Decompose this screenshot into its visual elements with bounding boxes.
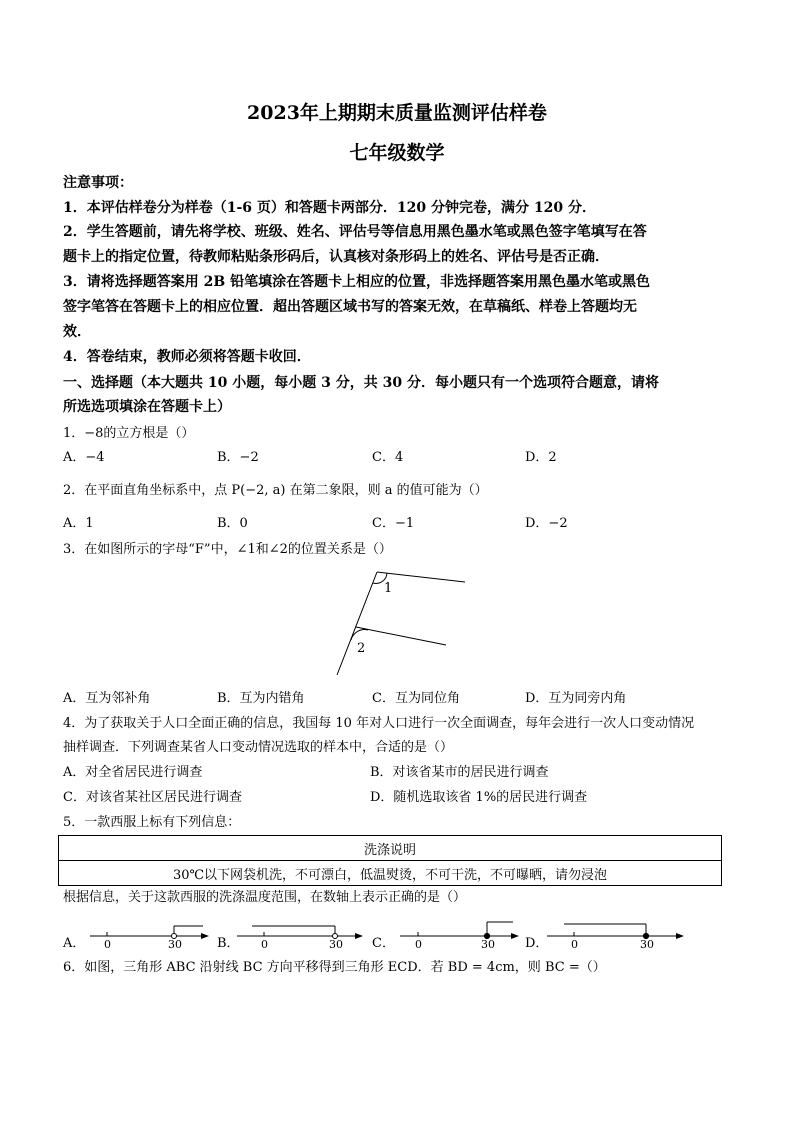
notice-item: 签字笔答在答题卡上的相应位置．超出答题区域书写的答案无效，在草稿纸、样卷上答题均无 (63, 299, 637, 315)
q5-option-a: A． (63, 936, 86, 951)
number-line-b (232, 914, 367, 952)
q1-option-c: C．4 (372, 450, 404, 465)
letter-f-figure (320, 565, 480, 685)
q1-option-d: D．2 (525, 450, 557, 465)
notice-item: 效． (63, 324, 91, 340)
svg-text:30: 30 (640, 938, 654, 951)
q3-option-d: D．互为同旁内角 (525, 691, 627, 706)
q3-option-b: B．互为内错角 (217, 691, 305, 706)
number-line-d (542, 914, 690, 952)
page-title: 2023年上期期末质量监测评估样卷 (247, 102, 547, 124)
q2-stem: 2．在平面直角坐标系中，点 P(−2, a) 在第二象限，则 a 的值可能为（） (63, 483, 488, 498)
svg-text:0: 0 (415, 938, 422, 951)
svg-text:0: 0 (571, 938, 578, 951)
q2-option-b: B．0 (217, 516, 248, 531)
q3-stem: 3．在如图所示的字母“F”中，∠1和∠2的位置关系是（） (63, 542, 392, 557)
q5-stem-cont: 根据信息，关于这款西服的洗涤温度范围，在数轴上表示正确的是（） (63, 890, 467, 905)
q1-option-a: A．−4 (63, 450, 105, 465)
f-middle-bar (356, 627, 446, 645)
q5-stem: 5．一款西服上标有下列信息： (63, 815, 241, 830)
wash-table-body: 30℃以下网袋机洗，不可漂白，低温熨烫，不可干洗，不可曝晒，请勿浸泡 (59, 861, 722, 886)
q5-option-c: C． (372, 936, 395, 951)
notice-item: 4．答卷结束，教师必须将答题卡收回． (63, 349, 311, 365)
q4-stem: 4．为了获取关于人口全面正确的信息，我国每 10 年对人口进行一次全面调查，每年会进行一次人口变动情况 (63, 716, 695, 731)
q4-stem-cont: 抽样调查．下列调查某省人口变动情况选取的样本中，合适的是（） (63, 740, 454, 755)
page-subtitle: 七年级数学 (349, 142, 445, 164)
q4-option-b: B．对该省某市的居民进行调查 (370, 765, 549, 780)
q2-option-a: A．1 (63, 516, 94, 531)
q3-option-c: C．互为同位角 (372, 691, 460, 706)
q4-option-d: D．随机选取该省 1%的居民进行调查 (370, 790, 588, 805)
f-stem-line (337, 572, 377, 675)
number-line-a (85, 914, 215, 952)
q5-option-b: B． (217, 936, 240, 951)
angle-2-label: 2 (357, 641, 366, 656)
number-line-c (395, 914, 525, 952)
section-heading-cont: 所选选项填涂在答题卡上） (63, 399, 231, 415)
angle-1-label: 1 (384, 581, 393, 596)
q4-option-a: A．对全省居民进行调查 (63, 765, 203, 780)
notice-item: 题卡上的指定位置，待教师粘贴条形码后，认真核对条形码上的姓名、评估号是否正确． (63, 249, 609, 265)
svg-text:0: 0 (261, 938, 268, 951)
q5-option-d: D． (525, 936, 549, 951)
svg-text:30: 30 (168, 938, 182, 951)
q2-option-d: D．−2 (525, 516, 568, 531)
section-heading: 一、选择题（本大题共 10 小题，每小题 3 分，共 30 分．每小题只有一个选项符合题意，请将 (63, 375, 659, 391)
notice-heading: 注意事项： (63, 175, 133, 191)
notice-item: 3．请将选择题答案用 2B 铅笔填涂在答题卡上相应的位置，非选择题答案用黑色墨水笔或黑色 (63, 274, 651, 290)
svg-text:0: 0 (104, 938, 111, 951)
q4-option-c: C．对该省某社区居民进行调查 (63, 790, 242, 805)
svg-text:30: 30 (481, 938, 495, 951)
q6-stem: 6．如图，三角形 ABC 沿射线 BC 方向平移得到三角形 ECD．若 BD = 4cm，则 BC =（） (63, 960, 606, 975)
q1-stem: 1．−8的立方根是（） (63, 426, 195, 441)
notice-item: 1．本评估样卷分为样卷（1-6 页）和答题卡两部分．120 分钟完卷，满分 120 分． (63, 200, 596, 216)
svg-text:30: 30 (329, 938, 343, 951)
q2-option-c: C．−1 (372, 516, 415, 531)
wash-table-header: 洗涤说明 (59, 836, 722, 861)
q3-option-a: A．互为邻补角 (63, 691, 151, 706)
washing-instructions-table (58, 835, 722, 886)
q1-option-b: B．−2 (217, 450, 259, 465)
notice-item: 2．学生答题前，请先将学校、班级、姓名、评估号等信息用黑色墨水笔或黑色签字笔填写在答 (63, 224, 647, 240)
